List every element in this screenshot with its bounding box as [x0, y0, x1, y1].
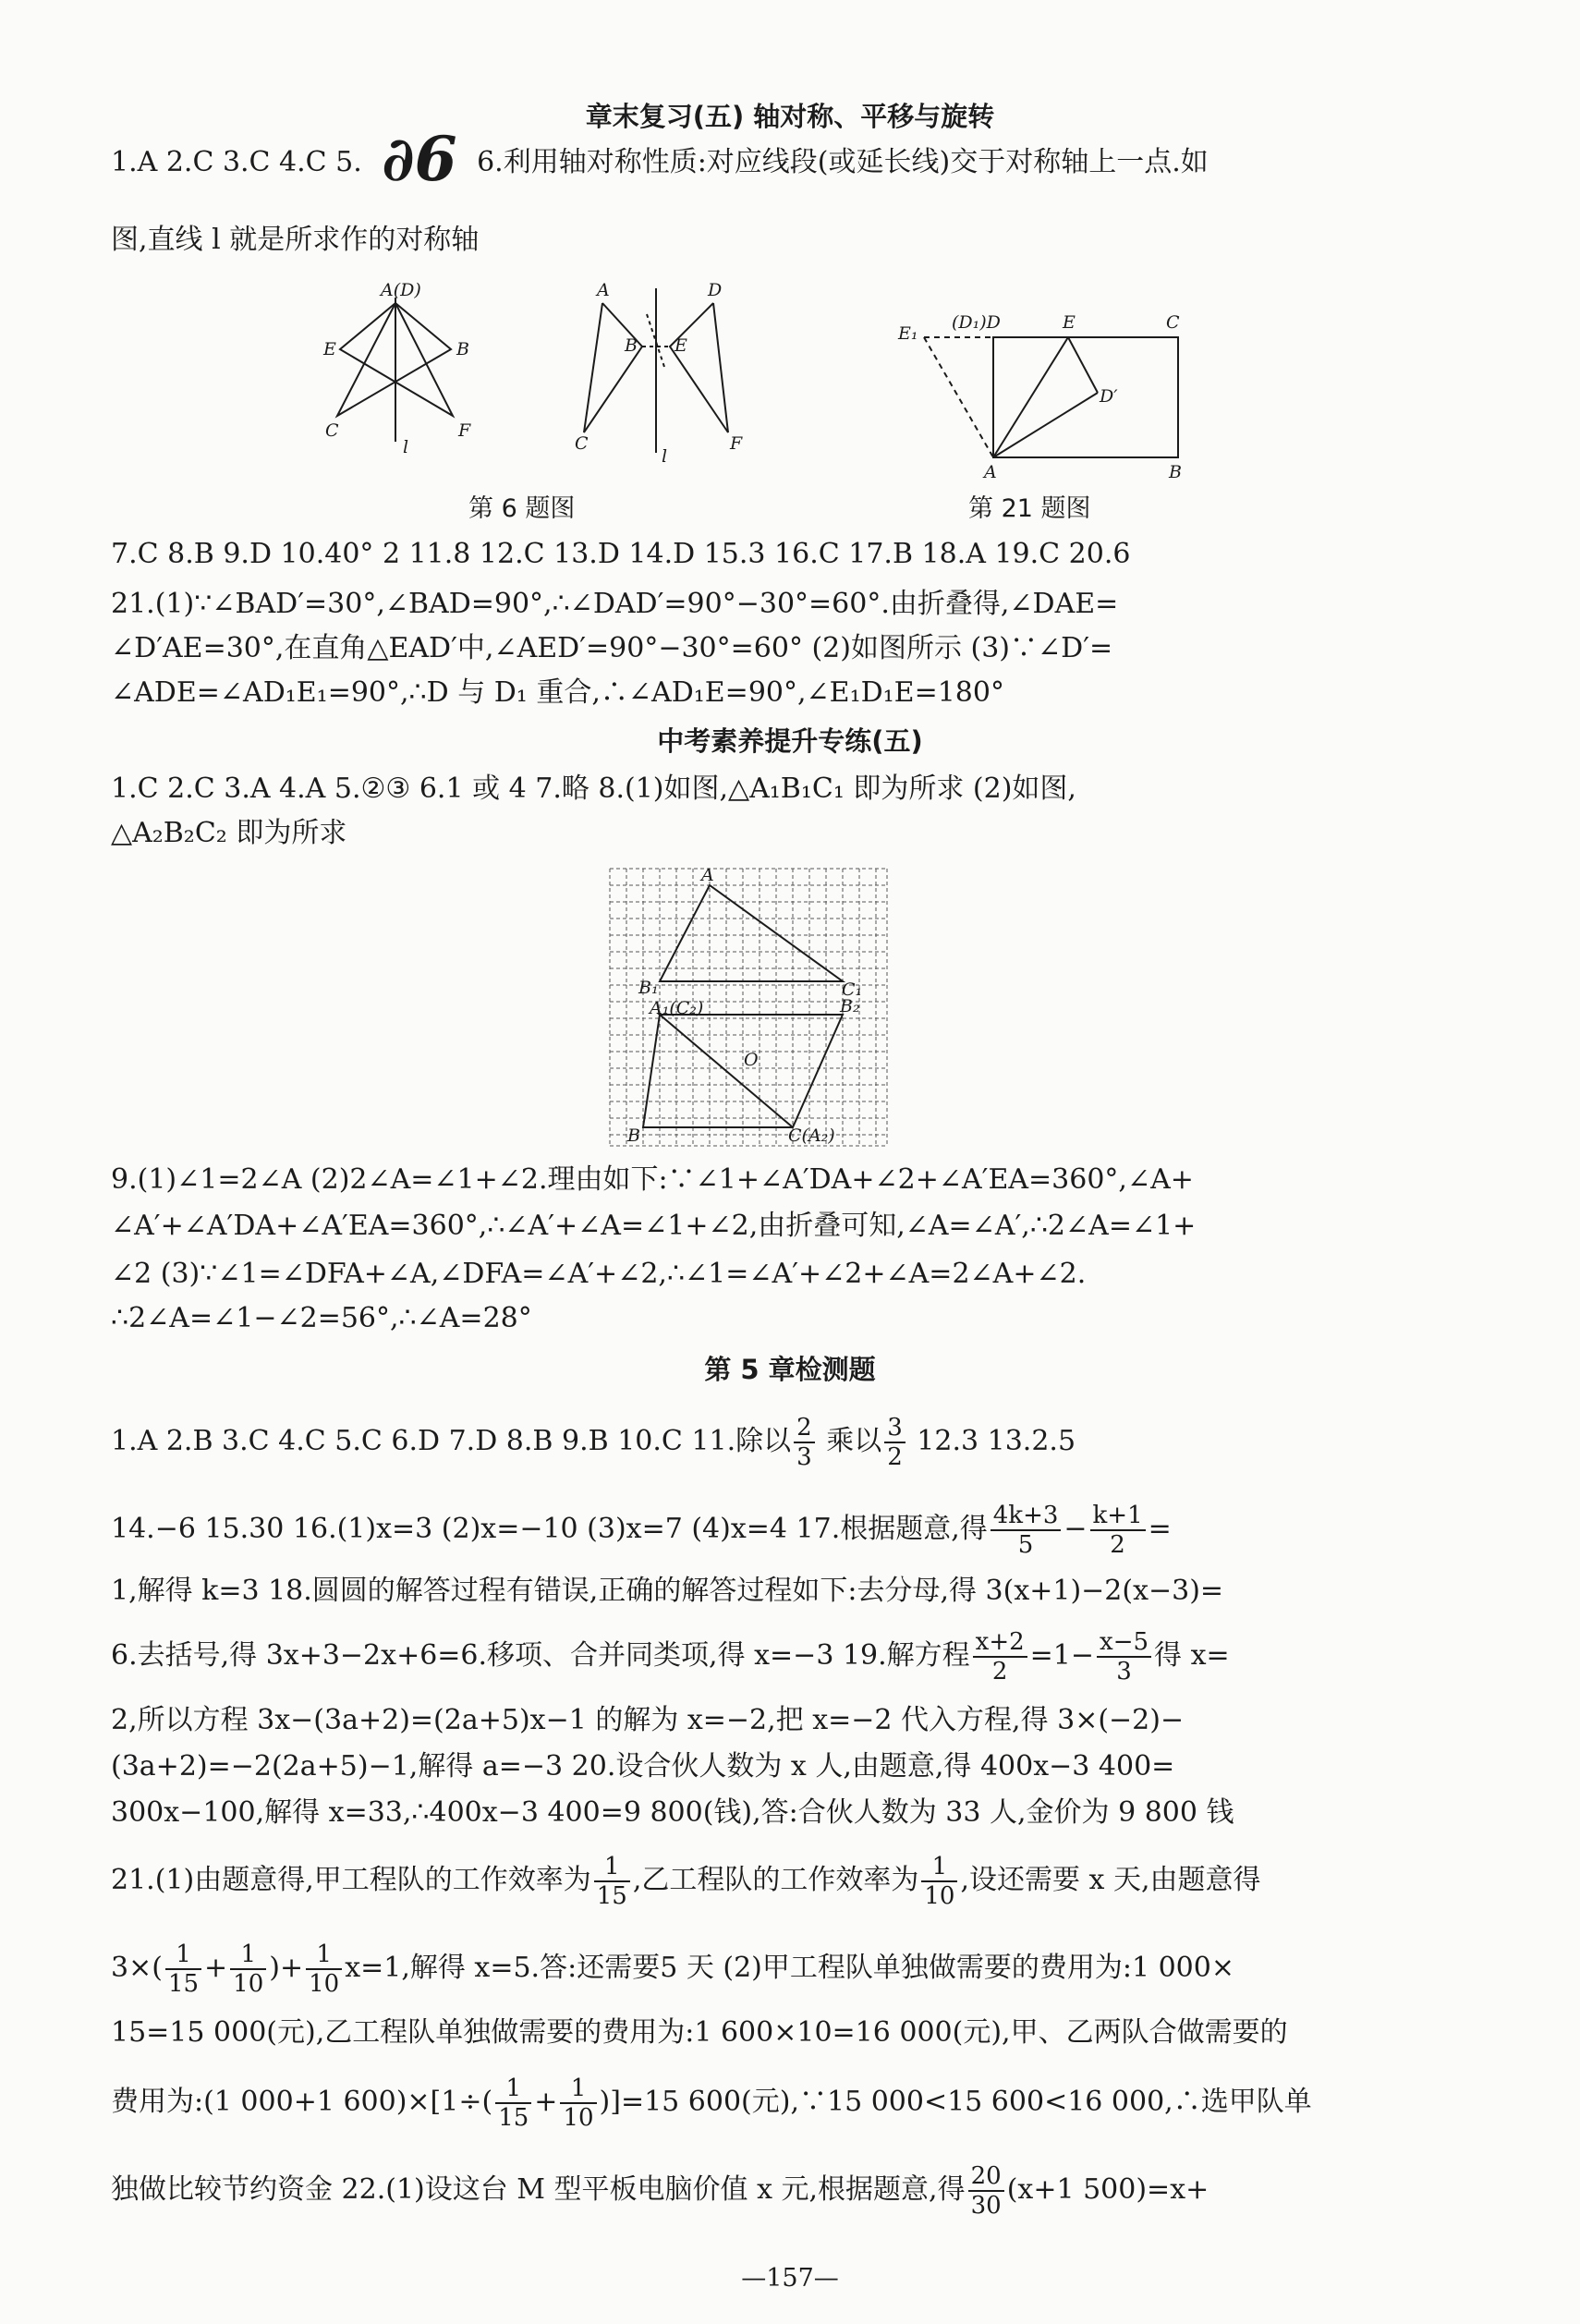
label-l: l: [662, 446, 668, 462]
figure-6b: [554, 277, 758, 462]
numerator: 20: [968, 2162, 1004, 2192]
s3-l1-text-a: 1.A 2.B 3.C 4.C 5.C 6.D 7.D 8.B 9.B 10.C 11.除以: [111, 1425, 792, 1457]
s3-l9-text-a: 3×(: [111, 1952, 163, 1984]
section1-title: 章末复习(五) 轴对称、平移与旋转: [585, 101, 995, 132]
q21-line-3: ∠ADE=∠AD₁E₁=90°,∴D 与 D₁ 重合,∴∠AD₁E=90°,∠E₁D₁E=180°: [111, 676, 1004, 709]
s3-l1-text-b: 乘以: [817, 1425, 882, 1457]
numerator: 1: [495, 2075, 531, 2104]
denominator: 3: [796, 1443, 812, 1471]
s3-line-12: [111, 2162, 1478, 2220]
q9-line-1: 9.(1)∠1=2∠A (2)2∠A=∠1+∠2.理由如下:∵∠1+∠A′DA+∠2+∠A′EA=360°,∠A+: [111, 1163, 1194, 1196]
dashed-e1-a: [924, 337, 993, 457]
s2-line-1: 1.C 2.C 3.A 4.A 5.②③ 6.1 或 4 7.略 8.(1)如图,△A₁B₁C₁ 即为所求 (2)如图,: [111, 773, 1076, 805]
figure-21: [887, 300, 1229, 485]
numerator: 3: [884, 1414, 905, 1443]
denominator: 15: [167, 1970, 200, 1998]
answers-1-5: 1.A 2.C 3.C 4.C 5.: [111, 146, 362, 178]
denominator: 2: [887, 1443, 903, 1471]
fraction-1-15: [165, 1941, 201, 1998]
s3-l2-text-a: 14.−6 15.30 16.(1)x=3 (2)x=−10 (3)x=7 (4)x=4 17.根据题意,得: [111, 1513, 988, 1545]
numerator: x−5: [1097, 1628, 1151, 1658]
denominator: 10: [309, 1970, 340, 1998]
s3-l2-text-b: −: [1063, 1513, 1088, 1545]
denominator: 15: [498, 2104, 529, 2132]
triangle-abc: [337, 303, 451, 416]
denominator: 15: [596, 1882, 627, 1910]
denominator: 2: [1110, 1531, 1125, 1559]
fraction-k1-2: [1090, 1502, 1146, 1559]
s3-line-6: (3a+2)=−2(2a+5)−1,解得 a=−3 20.设合伙人数为 x 人,由题意,得 400x−3 400=: [111, 1750, 1175, 1783]
fraction-1-10-b: [306, 1941, 342, 1998]
label-a: A: [597, 280, 610, 300]
label-ca2: C(A₂): [788, 1125, 835, 1146]
triangle-a1b1c1: [660, 885, 843, 981]
s3-line-2: [111, 1502, 1478, 1559]
label-a1c2: A₁(C₂): [650, 998, 704, 1018]
denominator: 5: [1017, 1531, 1034, 1559]
label-e1: E₁: [898, 323, 918, 344]
page-number: —157—: [741, 2264, 839, 2293]
s3-l12-text-a: 独做比较节约资金 22.(1)设这台 M 型平板电脑价值 x 元,根据题意,得: [111, 2173, 966, 2206]
label-d: D: [708, 280, 723, 300]
label-c: C: [325, 420, 339, 441]
figure-grid-8: [605, 864, 892, 1150]
s3-line-9: [111, 1941, 1478, 1998]
s3-l9-text-d: x=1,解得 x=5.答:还需要5 天 (2)甲工程队单独做需要的费用为:1 000×: [345, 1952, 1234, 1984]
fraction-x5-3: [1097, 1628, 1151, 1685]
label-e: E: [323, 339, 336, 359]
label-c: C: [575, 433, 589, 454]
label-d1d: (D₁)D: [952, 312, 1001, 333]
section3-title: 第 5 章检测题: [704, 1354, 876, 1385]
label-e: E: [1063, 312, 1076, 333]
section2-title: 中考素养提升专练(五): [657, 725, 923, 757]
numerator: 1: [560, 2075, 596, 2104]
answer-line-1: [111, 123, 1478, 195]
denominator: 10: [924, 1882, 955, 1910]
denominator: 3: [1116, 1658, 1132, 1685]
label-f: F: [730, 433, 743, 454]
answer-line-2: 图,直线 l 就是所求作的对称轴: [111, 224, 480, 256]
numerator: 1: [306, 1941, 342, 1970]
fraction-1-10: [921, 1853, 957, 1910]
s3-line-1: [111, 1414, 1478, 1471]
figure-6-caption: 第 6 题图: [468, 494, 576, 523]
fraction-1-10: [560, 2075, 596, 2132]
s3-l8-text-a: 21.(1)由题意得,甲工程队的工作效率为: [111, 1864, 591, 1896]
label-a: A: [984, 462, 997, 482]
s3-line-4: [111, 1628, 1478, 1685]
triangle-abc: [584, 303, 642, 432]
q9-line-4: ∴2∠A=∠1−∠2=56°,∴∠A=28°: [111, 1302, 532, 1334]
fold-ad: [993, 393, 1098, 457]
denominator: 2: [991, 1658, 1008, 1685]
s3-l12-text-b: (x+1 500)=x+: [1006, 2173, 1209, 2206]
s3-l9-text-c: )+: [269, 1952, 304, 1984]
s3-l8-text-b: ,乙工程队的工作效率为: [632, 1864, 919, 1896]
answer-6-text: 6.利用轴对称性质:对应线段(或延长线)交于对称轴上一点.如: [477, 146, 1209, 178]
denominator: 10: [563, 2104, 594, 2132]
numerator: k+1: [1090, 1502, 1146, 1531]
s2-line-2: △A₂B₂C₂ 即为所求: [111, 817, 347, 849]
s3-l4-text-b: =1−: [1029, 1639, 1095, 1672]
numerator: x+2: [973, 1628, 1027, 1658]
s3-l8-text-c: ,设还需要 x 天,由题意得: [960, 1864, 1261, 1896]
numerator: 1: [165, 1941, 201, 1970]
numerator: 1: [230, 1941, 266, 1970]
label-b1: B₁: [638, 978, 659, 998]
s3-l11-text-a: 费用为:(1 000+1 600)×[1÷(: [111, 2086, 493, 2118]
label-b: B: [627, 1125, 640, 1146]
s3-line-5: 2,所以方程 3x−(3a+2)=(2a+5)x−1 的解为 x=−2,把 x=−2 代入方程,得 3×(−2)−: [111, 1704, 1185, 1736]
label-l: l: [403, 437, 409, 453]
denominator: 10: [233, 1970, 264, 1998]
label-b: B: [456, 339, 469, 359]
s3-l2-text-c: =: [1148, 1513, 1172, 1545]
s3-l11-text-b: +: [534, 2086, 558, 2118]
label-a: A: [701, 865, 714, 885]
numerator: 1: [921, 1853, 957, 1882]
answers-7-20: 7.C 8.B 9.D 10.40° 2 11.8 12.C 13.D 14.D 15.3 16.C 17.B 18.A 19.C 20.6: [111, 538, 1131, 570]
fraction-3-2: [884, 1414, 905, 1471]
s3-l11-text-c: )]=15 600(元),∵15 000<15 600<16 000,∴选甲队单: [599, 2086, 1312, 2118]
label-b2: B₂: [840, 996, 860, 1016]
q9-line-2: ∠A′+∠A′DA+∠A′EA=360°,∴∠A′+∠A=∠1+∠2,由折叠可知,∠A=∠A′,∴2∠A=∠1+: [111, 1210, 1197, 1242]
triangle-a2b2c2: [660, 1015, 843, 1127]
s3-line-10: 15=15 000(元),乙工程队单独做需要的费用为:1 600×10=16 000(元),甲、乙两队合做需要的: [111, 2016, 1288, 2049]
fraction-4k3-5: [991, 1502, 1062, 1559]
triangle-def: [670, 303, 728, 432]
numerator: 2: [794, 1414, 815, 1443]
s3-line-7: 300x−100,解得 x=33,∴400x−3 400=9 800(钱),答:合伙人数为 33 人,金价为 9 800 钱: [111, 1796, 1234, 1829]
label-f: F: [458, 420, 471, 441]
label-e: E: [675, 335, 687, 356]
figure-6a: [314, 277, 499, 453]
label-b: B: [625, 335, 638, 356]
figure-21-caption: 第 21 题图: [968, 494, 1091, 523]
numerator: 4k+3: [991, 1502, 1062, 1531]
denominator: 30: [970, 2192, 1002, 2220]
s3-line-3: 1,解得 k=3 18.圆圆的解答过程有错误,正确的解答过程如下:去分母,得 3(x+1)−2(x−3)=: [111, 1575, 1224, 1607]
fraction-1-15: [495, 2075, 531, 2132]
answer-5-glyph: ∂6: [382, 123, 457, 195]
q21-line-2: ∠D′AE=30°,在直角△EAD′中,∠AED′=90°−30°=60° (2)如图所示 (3)∵∠D′=: [111, 632, 1113, 664]
label-b: B: [1169, 462, 1182, 482]
fold-ae: [993, 337, 1068, 457]
s3-line-11: [111, 2075, 1478, 2132]
fraction-20-30: [968, 2162, 1004, 2220]
label-c1: C₁: [842, 979, 863, 1000]
fraction-1-10: [230, 1941, 266, 1998]
s3-line-8: [111, 1853, 1478, 1910]
numerator: 1: [594, 1853, 630, 1882]
label-o: O: [744, 1050, 759, 1070]
fraction-2-3: [794, 1414, 815, 1471]
s3-l4-text-a: 6.去括号,得 3x+3−2x+6=6.移项、合并同类项,得 x=−3 19.解方程: [111, 1639, 970, 1672]
triangle-abc: [643, 1015, 793, 1127]
label-ad: A(D): [381, 280, 421, 300]
label-d-prime: D′: [1100, 386, 1118, 407]
q21-line-1: 21.(1)∵∠BAD′=30°,∠BAD=90°,∴∠DAD′=90°−30°=60°.由折叠得,∠DAE=: [111, 588, 1119, 620]
label-c: C: [1166, 312, 1180, 333]
s3-l9-text-b: +: [204, 1952, 228, 1984]
s3-l1-text-c: 12.3 13.2.5: [907, 1425, 1076, 1457]
q9-line-3: ∠2 (3)∵∠1=∠DFA+∠A,∠DFA=∠A′+∠2,∴∠1=∠A′+∠2+∠A=2∠A+∠2.: [111, 1258, 1087, 1290]
fraction-1-15: [594, 1853, 630, 1910]
fraction-x2-2: [973, 1628, 1027, 1685]
fold-ed: [1068, 337, 1098, 393]
s3-l4-text-c: 得 x=: [1154, 1639, 1230, 1672]
